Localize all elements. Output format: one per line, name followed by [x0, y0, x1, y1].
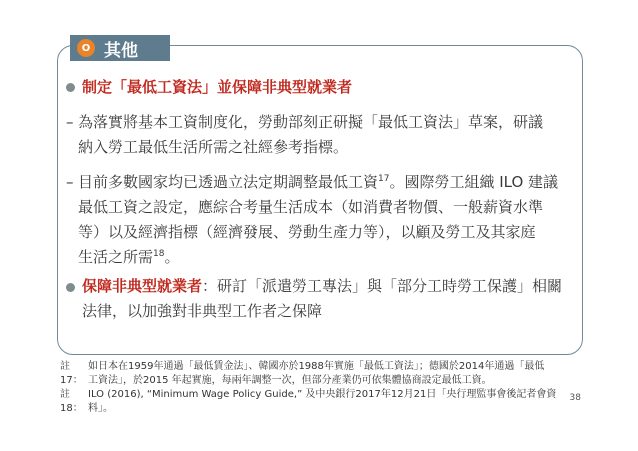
- sub-text: 生活之所需: [78, 248, 154, 266]
- bullet-atypical-workers: [66, 274, 562, 324]
- footnote-line: 料」。: [88, 403, 113, 414]
- footnote-ref: 17: [378, 174, 390, 184]
- footnote-line: ILO (2016), “Minimum Wage Policy Guide,” 及中央銀行2017年12月21日「央行理監事會後記者會資: [88, 389, 557, 400]
- sub-item-draft-law: [66, 110, 543, 160]
- dash-marker: –: [66, 173, 74, 191]
- footnotes: [60, 360, 590, 416]
- bullet-heading: 制定「最低工資法」並保障非典型就業者: [82, 78, 353, 96]
- bullet-heading: 保障非典型就業者: [82, 277, 203, 295]
- sub-text-line: 目前多數國家均已透過立法定期調整最低工資: [78, 173, 379, 191]
- bullet-dot-icon: [66, 283, 75, 292]
- bullet-text: 法律，以加強對非典型工作者之保障: [82, 302, 323, 320]
- footnote-line: 工資法」，於2015 年起實施，每兩年調整一次，但部分產業仍可依集體協商設定最低工資。: [88, 375, 492, 386]
- section-title: 其他: [104, 40, 138, 61]
- sub-text: 。: [164, 248, 180, 266]
- section-circle-icon: O: [77, 39, 95, 57]
- sub-text-line: 納入勞工最低生活所需之社經參考指標。: [78, 138, 349, 156]
- footnote-text: [88, 360, 590, 388]
- footnote-18: [60, 388, 590, 416]
- sub-text-line: 。國際勞工組織 ILO 建議: [389, 173, 559, 191]
- footnote-ref: 18: [153, 249, 165, 259]
- dash-marker: –: [66, 113, 74, 131]
- footnote-line: 如日本在1959年通過「最低賃金法」、韓國亦於1988年實施「最低工資法」；德國於2014年通過「最低: [88, 361, 545, 372]
- bullet-dot-icon: [66, 83, 75, 92]
- sub-text-line: 等）以及經濟指標（經濟發展、勞動生產力等），以顧及勞工及其家庭: [78, 223, 536, 241]
- footnote-key: 註18：: [60, 389, 83, 414]
- sub-text-line: 最低工資之設定，應綜合考量生活成本（如消費者物價、一般薪資水準: [78, 198, 544, 216]
- sub-item-international: [66, 170, 558, 270]
- bullet-text: ：研訂「派遣勞工專法」與「部分工時勞工保護」相關: [202, 277, 563, 295]
- sub-text-line: 為落實將基本工資制度化，勞動部刻正研擬「最低工資法」草案，研議: [78, 113, 544, 131]
- bullet-minimum-wage: [66, 76, 352, 98]
- page-number: 38: [569, 393, 581, 403]
- bullet-body: [82, 274, 562, 324]
- footnote-text: [88, 388, 590, 416]
- footnote-key: 註17：: [60, 361, 83, 386]
- section-tag: [70, 35, 170, 61]
- footnote-17: [60, 360, 590, 388]
- sub-text-line-last: [66, 245, 558, 270]
